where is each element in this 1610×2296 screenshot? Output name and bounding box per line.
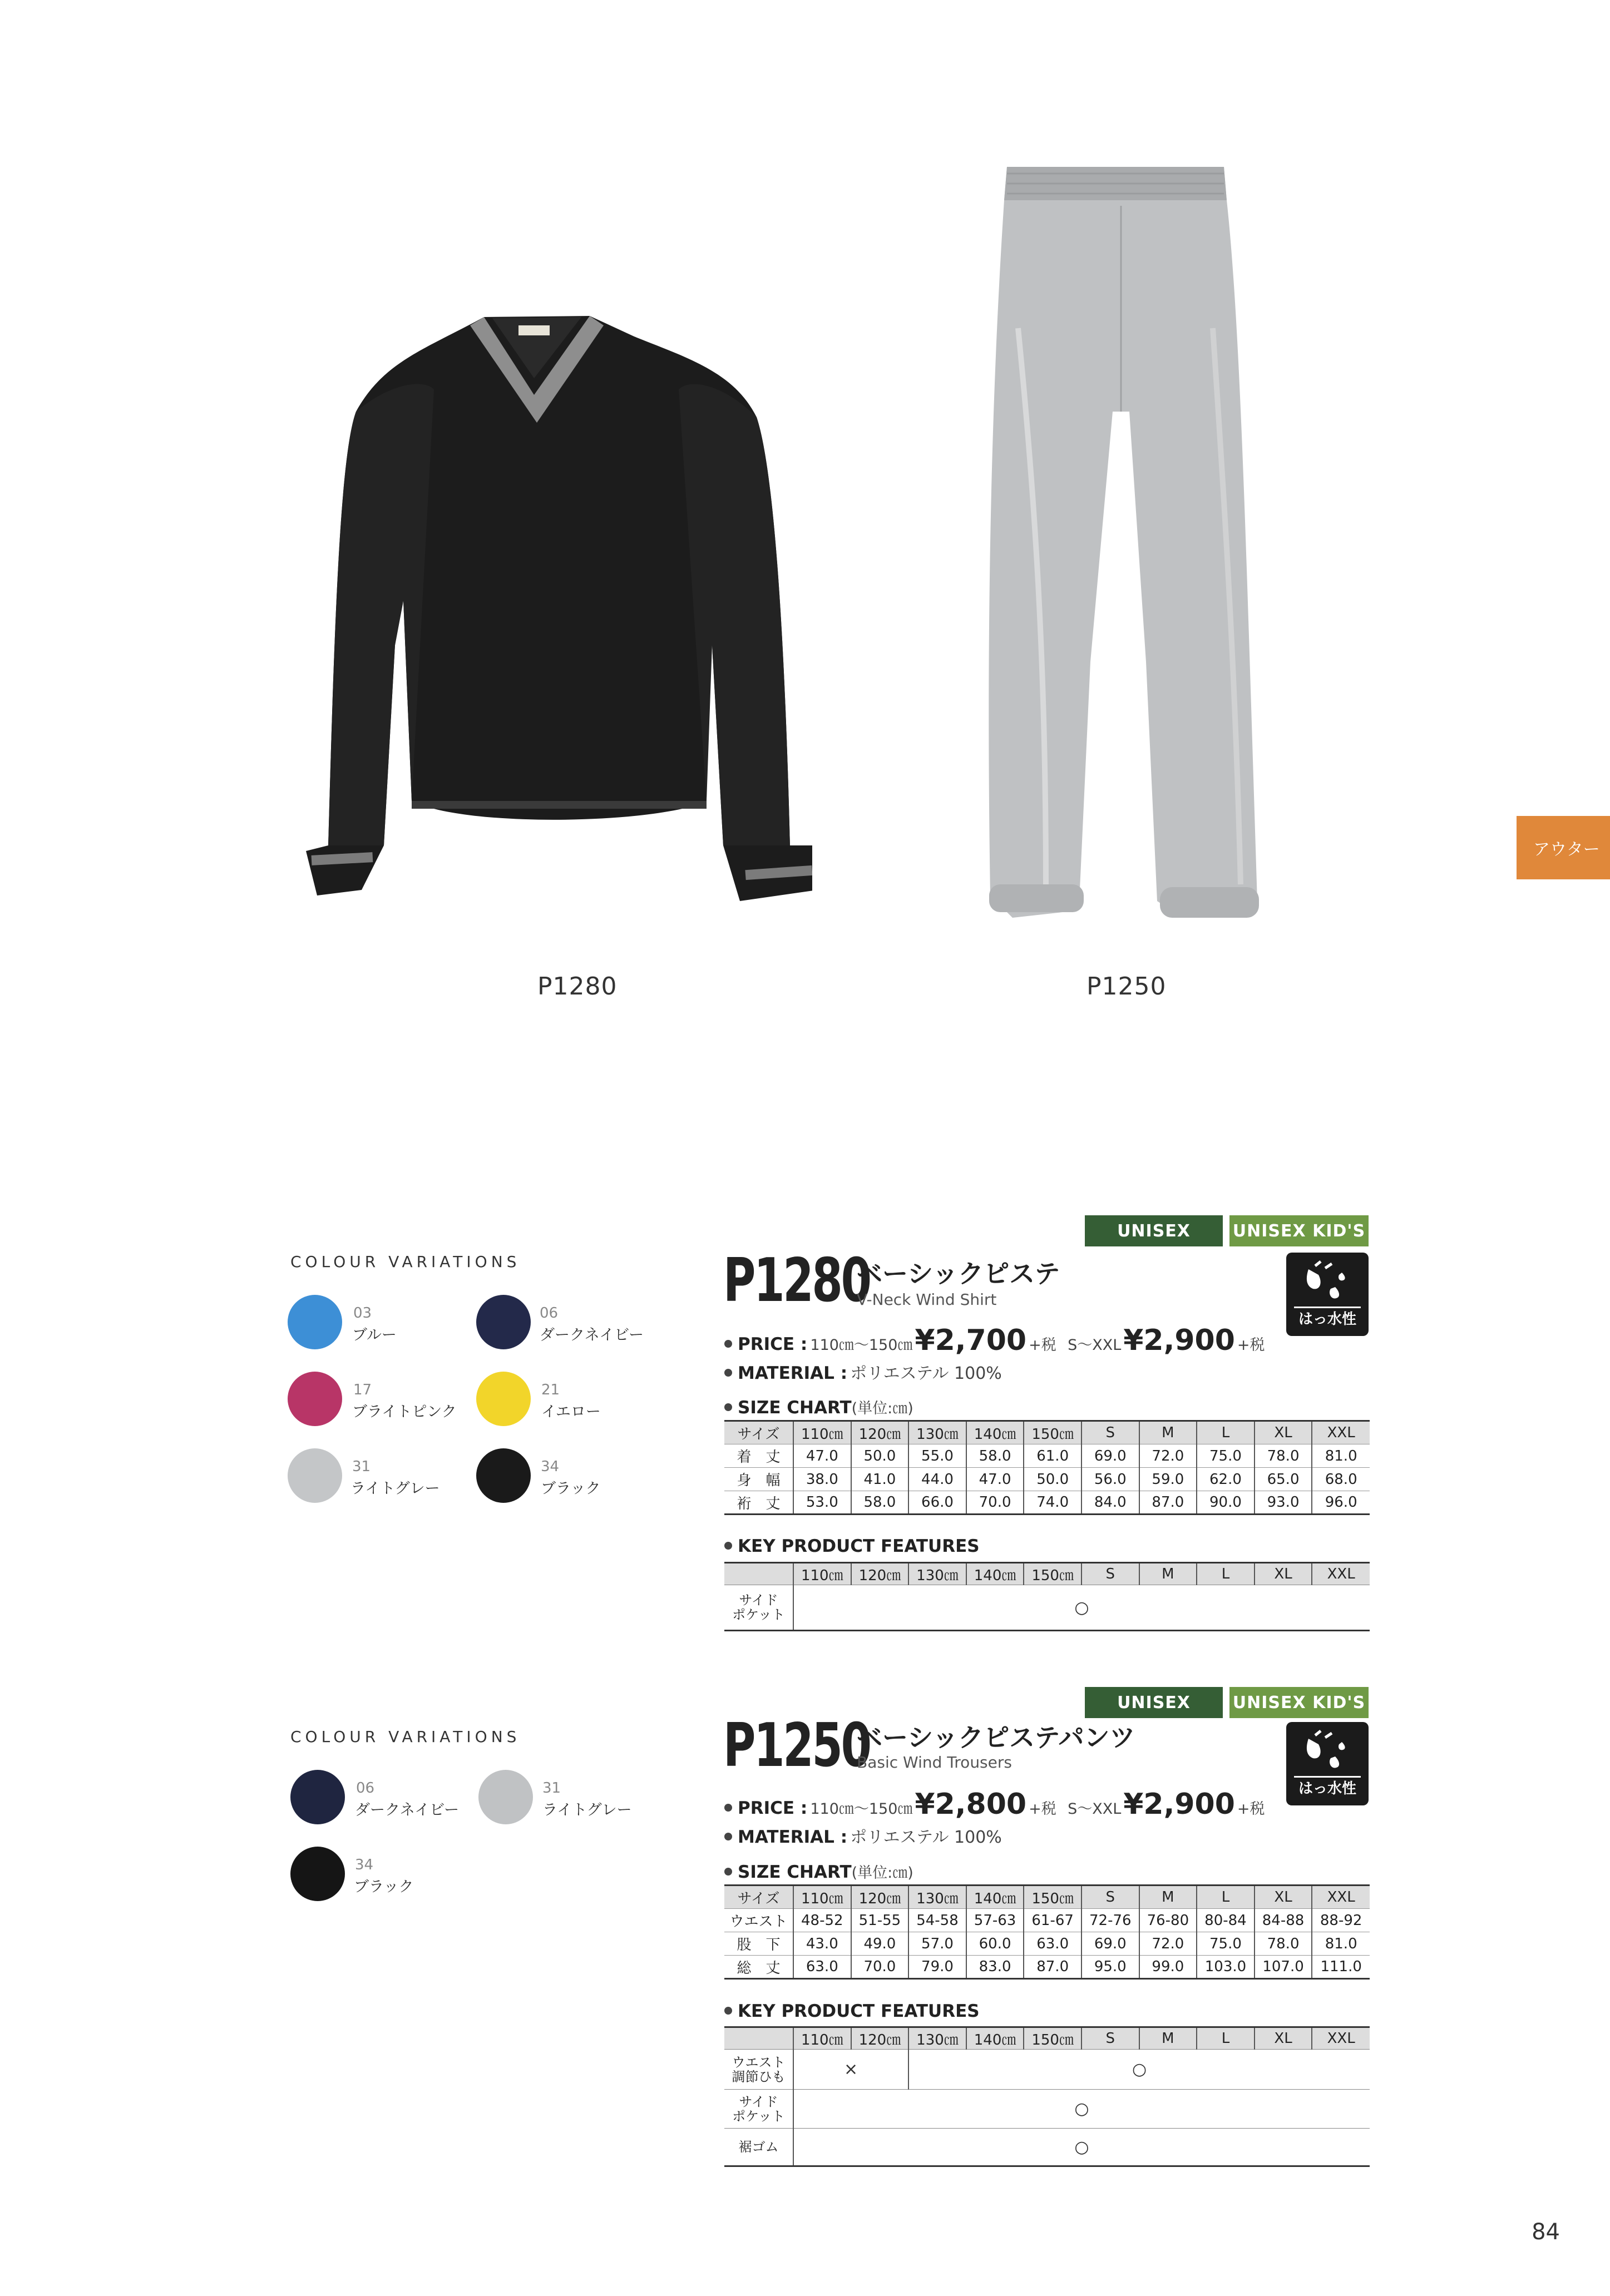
feature-name: ウエスト 調節ひも — [724, 2050, 793, 2090]
table-cell: 49.0 — [851, 1932, 909, 1956]
swatch-code: 31 — [352, 1458, 371, 1475]
table-cell: 48-52 — [793, 1909, 851, 1932]
table-header-cell: M — [1139, 1886, 1197, 1909]
table-cell: 81.0 — [1312, 1444, 1370, 1468]
table-header-cell: 110㎝ — [793, 1886, 851, 1909]
table-cell: 84.0 — [1081, 1491, 1139, 1515]
table-cell: 68.0 — [1312, 1468, 1370, 1491]
table-header-cell: 150㎝ — [1024, 2027, 1081, 2050]
table-cell: 53.0 — [793, 1491, 851, 1515]
table-header-cell: 120㎝ — [851, 2027, 909, 2050]
swatch-name: ダークネイビー — [355, 1802, 460, 1819]
product-label-p1250: P1250 — [1086, 972, 1167, 1001]
table-header-cell: サイズ — [724, 1421, 793, 1444]
table-header-cell: M — [1139, 1421, 1197, 1444]
feature-name: サイド ポケット — [724, 2090, 793, 2129]
colour-variations-title: COLOUR VARIATIONS — [290, 1253, 521, 1271]
table-cell: 72-76 — [1081, 1909, 1139, 1932]
table-header-cell — [724, 2027, 793, 2050]
table-cell: 90.0 — [1197, 1491, 1255, 1515]
table-cell: 88-92 — [1312, 1909, 1370, 1932]
swatch-name: ライトグレー — [542, 1802, 632, 1819]
badge-unisex: UNISEX — [1085, 1215, 1223, 1246]
price-adult: ¥2,900 — [1123, 1788, 1235, 1821]
swatch-light-grey[interactable] — [478, 1770, 533, 1824]
bullet-icon — [724, 1369, 732, 1377]
swatch-name: ダークネイビー — [540, 1327, 644, 1344]
table-cell: 87.0 — [1139, 1491, 1197, 1515]
price-range-adult: S〜XXL — [1068, 1800, 1122, 1818]
tax-label: +税 — [1029, 1337, 1056, 1354]
table-cell: 83.0 — [966, 1956, 1024, 1979]
price-range-adult: S〜XXL — [1068, 1337, 1122, 1354]
table-cell: 78.0 — [1255, 1932, 1312, 1956]
price-kids: ¥2,700 — [915, 1324, 1027, 1357]
wind-trousers-image — [979, 161, 1268, 934]
product-name-jp: ベーシックピステパンツ — [857, 1723, 1135, 1753]
table-cell: 56.0 — [1081, 1468, 1139, 1491]
table-cell: 54-58 — [908, 1909, 966, 1932]
material-label: MATERIAL : — [738, 1827, 848, 1847]
table-cell: 38.0 — [793, 1468, 851, 1491]
size-chart-label: SIZE CHART — [738, 1862, 852, 1882]
table-cell: 69.0 — [1081, 1444, 1139, 1468]
product-label-p1280: P1280 — [537, 972, 618, 1001]
table-cell: 76-80 — [1139, 1909, 1197, 1932]
table-row — [724, 1909, 1370, 1932]
swatch-black[interactable] — [476, 1448, 531, 1503]
tax-label: +税 — [1029, 1800, 1056, 1818]
tax-label: +税 — [1237, 1800, 1265, 1818]
table-cell: 103.0 — [1197, 1956, 1255, 1979]
table-cell: 50.0 — [1024, 1468, 1081, 1491]
table-header-cell: XL — [1255, 1563, 1312, 1585]
table-cell: 58.0 — [851, 1491, 909, 1515]
table-cell: 51-55 — [851, 1909, 909, 1932]
swatch-name: ブライトピンク — [352, 1403, 457, 1421]
price-label: PRICE : — [738, 1334, 808, 1354]
table-header-cell: S — [1081, 1421, 1139, 1444]
feature-mark: ○ — [793, 2090, 1370, 2129]
table-cell: 107.0 — [1255, 1956, 1312, 1979]
table-header-cell: S — [1081, 2027, 1139, 2050]
row-label: ウエスト — [724, 1909, 793, 1932]
table-row — [724, 1932, 1370, 1956]
table-cell: 72.0 — [1139, 1932, 1197, 1956]
table-cell: 87.0 — [1024, 1956, 1081, 1979]
water-repellent-icon — [1286, 1253, 1369, 1336]
row-label: 総 丈 — [724, 1956, 793, 1979]
swatch-name: ライトグレー — [350, 1480, 440, 1497]
water-repellent-label: はっ水性 — [1298, 1780, 1356, 1797]
table-cell: 80-84 — [1197, 1909, 1255, 1932]
size-chart-heading — [724, 1396, 913, 1418]
swatch-name: ブルー — [352, 1327, 397, 1344]
colour-variations-title: COLOUR VARIATIONS — [290, 1728, 521, 1746]
table-header-cell: 120㎝ — [851, 1421, 909, 1444]
table-header-cell: 150㎝ — [1024, 1563, 1081, 1585]
table-cell: 60.0 — [966, 1932, 1024, 1956]
swatch-dark-navy[interactable] — [476, 1295, 531, 1349]
table-header-cell: 140㎝ — [966, 1421, 1024, 1444]
price-line — [724, 1324, 1265, 1357]
table-cell: 75.0 — [1197, 1932, 1255, 1956]
size-chart-heading — [724, 1860, 913, 1882]
table-cell: 81.0 — [1312, 1932, 1370, 1956]
swatch-code: 31 — [542, 1780, 561, 1797]
table-header-cell: 120㎝ — [851, 1886, 909, 1909]
table-cell: 44.0 — [908, 1468, 966, 1491]
table-cell: 84-88 — [1255, 1909, 1312, 1932]
table-cell: 70.0 — [966, 1491, 1024, 1515]
table-cell: 66.0 — [908, 1491, 966, 1515]
price-range-kids: 110㎝〜150㎝ — [810, 1337, 913, 1354]
table-row — [724, 1468, 1370, 1491]
swatch-name: ブラック — [354, 1878, 414, 1896]
table-cell: 99.0 — [1139, 1956, 1197, 1979]
swatch-code: 03 — [353, 1305, 372, 1322]
price-range-kids: 110㎝〜150㎝ — [810, 1800, 913, 1818]
table-cell: 57-63 — [966, 1909, 1024, 1932]
table-header-row — [724, 1421, 1370, 1444]
table-header-cell: M — [1139, 1563, 1197, 1585]
material-value: ポリエステル 100% — [850, 1364, 1002, 1383]
table-row — [724, 2090, 1370, 2129]
water-repellent-icon — [1286, 1722, 1369, 1805]
table-cell: 63.0 — [1024, 1932, 1081, 1956]
table-row — [724, 1956, 1370, 1979]
size-chart-unit: (単位:㎝) — [851, 1400, 913, 1417]
material-line — [724, 1359, 1002, 1384]
table-header-row — [724, 1886, 1370, 1909]
table-row — [724, 2129, 1370, 2166]
tax-label: +税 — [1237, 1337, 1265, 1354]
table-header-cell: 150㎝ — [1024, 1421, 1081, 1444]
table-header-cell: 130㎝ — [908, 1886, 966, 1909]
table-cell: 63.0 — [793, 1956, 851, 1979]
table-cell: 41.0 — [851, 1468, 909, 1491]
table-cell: 72.0 — [1139, 1444, 1197, 1468]
feature-mark: ○ — [793, 2129, 1370, 2166]
swatch-code: 34 — [355, 1857, 374, 1873]
table-cell: 58.0 — [966, 1444, 1024, 1468]
size-chart-unit: (単位:㎝) — [851, 1864, 913, 1882]
swatch-code: 06 — [356, 1780, 375, 1797]
bullet-icon — [724, 2007, 732, 2015]
table-header-cell: XXL — [1312, 1886, 1370, 1909]
swatch-code: 06 — [540, 1305, 559, 1322]
table-row — [724, 1491, 1370, 1515]
features-table — [724, 2026, 1370, 2167]
table-header-cell: XXL — [1312, 2027, 1370, 2050]
product-code: P1250 — [723, 1711, 870, 1780]
row-label: 身 幅 — [724, 1468, 793, 1491]
table-cell: 61.0 — [1024, 1444, 1081, 1468]
product-name-en: Basic Wind Trousers — [857, 1753, 1012, 1772]
table-cell: 47.0 — [793, 1444, 851, 1468]
swatch-dark-navy[interactable] — [290, 1770, 345, 1824]
swatch-name: イエロー — [541, 1403, 601, 1421]
features-label: KEY PRODUCT FEATURES — [738, 1536, 980, 1556]
product-name-jp: ベーシックピステ — [857, 1259, 1060, 1289]
table-cell: 96.0 — [1312, 1491, 1370, 1515]
table-cell: 65.0 — [1255, 1468, 1312, 1491]
product-code: P1280 — [723, 1246, 870, 1315]
table-header-cell: S — [1081, 1886, 1139, 1909]
table-header-cell: 130㎝ — [908, 1563, 966, 1585]
badge-unisex-kids: UNISEX KID'S — [1229, 1687, 1369, 1718]
table-header-cell: S — [1081, 1563, 1139, 1585]
v-neck-shirt-image — [300, 311, 812, 912]
material-label: MATERIAL : — [738, 1363, 848, 1383]
row-label: 着 丈 — [724, 1444, 793, 1468]
table-header-cell: XL — [1255, 1421, 1312, 1444]
size-chart-table — [724, 1420, 1370, 1515]
swatch-bright-pink[interactable] — [288, 1372, 342, 1426]
row-label: 股 下 — [724, 1932, 793, 1956]
row-label: 裄 丈 — [724, 1491, 793, 1515]
swatch-name: ブラック — [541, 1480, 601, 1497]
material-line — [724, 1823, 1002, 1848]
feature-name: サイド ポケット — [724, 1585, 793, 1631]
table-header-cell: XL — [1255, 1886, 1312, 1909]
table-header-cell: 120㎝ — [851, 1563, 909, 1585]
table-cell: 43.0 — [793, 1932, 851, 1956]
table-header-cell: L — [1197, 1421, 1255, 1444]
table-header-cell: 140㎝ — [966, 1886, 1024, 1909]
table-cell: 74.0 — [1024, 1491, 1081, 1515]
badge-unisex-kids: UNISEX KID'S — [1229, 1215, 1369, 1246]
swatch-black[interactable] — [290, 1847, 345, 1901]
table-cell: 93.0 — [1255, 1491, 1312, 1515]
table-row — [724, 1444, 1370, 1468]
feature-mark: × — [793, 2050, 908, 2090]
category-tab-outer[interactable]: アウター — [1517, 816, 1610, 879]
table-cell: 78.0 — [1255, 1444, 1312, 1468]
price-kids: ¥2,800 — [915, 1788, 1027, 1821]
table-cell: 57.0 — [908, 1932, 966, 1956]
table-header-cell: XL — [1255, 2027, 1312, 2050]
price-line — [724, 1788, 1265, 1821]
size-chart-table — [724, 1884, 1370, 1980]
table-header-cell: 150㎝ — [1024, 1886, 1081, 1909]
table-header-cell: L — [1197, 1563, 1255, 1585]
swatch-code: 34 — [541, 1458, 560, 1475]
table-header-cell: XXL — [1312, 1563, 1370, 1585]
bullet-icon — [724, 1804, 732, 1812]
table-header-cell: 130㎝ — [908, 1421, 966, 1444]
table-header-cell: 140㎝ — [966, 2027, 1024, 2050]
swatch-code: 17 — [353, 1382, 372, 1398]
table-cell: 95.0 — [1081, 1956, 1139, 1979]
swatch-yellow[interactable] — [476, 1372, 531, 1426]
table-cell: 69.0 — [1081, 1932, 1139, 1956]
table-cell: 111.0 — [1312, 1956, 1370, 1979]
table-row — [724, 1585, 1370, 1631]
price-label: PRICE : — [738, 1798, 808, 1818]
table-cell: 70.0 — [851, 1956, 909, 1979]
bullet-icon — [724, 1542, 732, 1550]
product-name-en: V-Neck Wind Shirt — [857, 1290, 997, 1309]
features-heading — [724, 2001, 980, 2021]
table-cell: 61-67 — [1024, 1909, 1081, 1932]
table-cell: 55.0 — [908, 1444, 966, 1468]
table-header-cell: サイズ — [724, 1886, 793, 1909]
table-header-cell: L — [1197, 2027, 1255, 2050]
badge-unisex: UNISEX — [1085, 1687, 1223, 1718]
table-header-cell: 110㎝ — [793, 1563, 851, 1585]
material-value: ポリエステル 100% — [850, 1828, 1002, 1847]
table-cell: 75.0 — [1197, 1444, 1255, 1468]
size-chart-label: SIZE CHART — [738, 1398, 852, 1418]
bullet-icon — [724, 1833, 732, 1840]
table-header-cell: L — [1197, 1886, 1255, 1909]
table-header-cell: 110㎝ — [793, 1421, 851, 1444]
swatch-blue[interactable] — [288, 1295, 342, 1349]
water-repellent-label: はっ水性 — [1298, 1311, 1356, 1328]
table-cell: 62.0 — [1197, 1468, 1255, 1491]
feature-mark: ○ — [793, 1585, 1370, 1631]
table-row — [724, 2050, 1370, 2090]
bullet-icon — [724, 1403, 732, 1411]
page-number: 84 — [1532, 2219, 1560, 2245]
table-cell: 50.0 — [851, 1444, 909, 1468]
table-header-cell: M — [1139, 2027, 1197, 2050]
feature-name: 裾ゴム — [724, 2129, 793, 2166]
table-header-cell: 110㎝ — [793, 2027, 851, 2050]
swatch-light-grey[interactable] — [288, 1448, 342, 1503]
bullet-icon — [724, 1340, 732, 1348]
table-header-row — [724, 2027, 1370, 2050]
table-header-cell: XXL — [1312, 1421, 1370, 1444]
table-header-cell: 140㎝ — [966, 1563, 1024, 1585]
features-label: KEY PRODUCT FEATURES — [738, 2001, 980, 2021]
feature-mark: ○ — [908, 2050, 1370, 2090]
price-adult: ¥2,900 — [1123, 1324, 1235, 1357]
features-table — [724, 1562, 1370, 1631]
table-header-row — [724, 1563, 1370, 1585]
table-header-cell — [724, 1563, 793, 1585]
table-cell: 47.0 — [966, 1468, 1024, 1491]
features-heading — [724, 1536, 980, 1556]
swatch-code: 21 — [541, 1382, 560, 1398]
table-cell: 79.0 — [908, 1956, 966, 1979]
table-cell: 59.0 — [1139, 1468, 1197, 1491]
table-header-cell: 130㎝ — [908, 2027, 966, 2050]
bullet-icon — [724, 1868, 732, 1876]
